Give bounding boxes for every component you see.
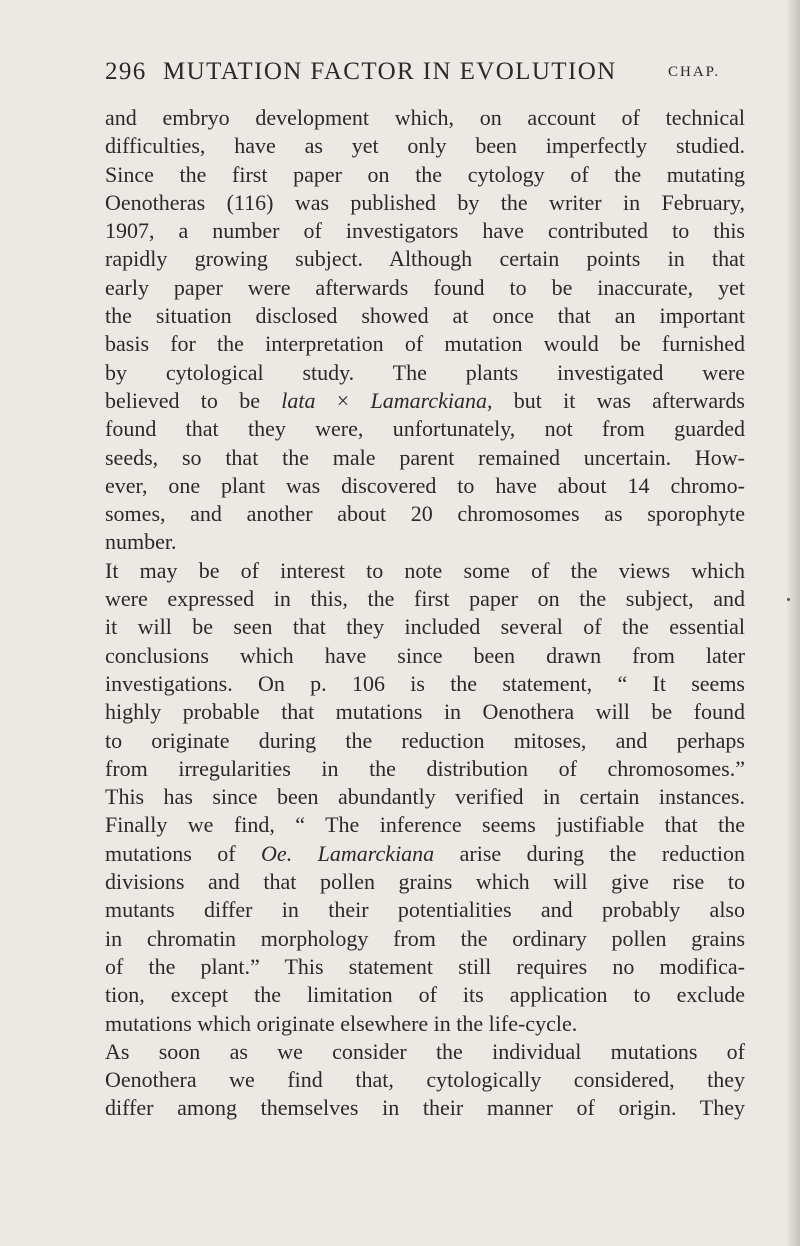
text-line: believed to be lata × Lamarckiana, but it was afterwards <box>105 387 745 413</box>
text-line: Oenotheras (116) was published by the writer in February, <box>105 189 745 215</box>
page-edge-shadow <box>786 0 800 1246</box>
text-line: from irregularities in the distribution of chromosomes.” <box>105 755 745 781</box>
text-line: investigations. On p. 106 is the statement, “ It seems <box>105 670 745 696</box>
text-line: it will be seen that they included several of the essential <box>105 614 745 640</box>
text-line: in chromatin morphology from the ordinary pollen grains <box>105 925 745 951</box>
text-line: 1907, a number of investigators have contributed to this <box>105 218 745 244</box>
running-head <box>105 58 745 104</box>
text-line: were expressed in this, the first paper on the subject, and <box>105 586 745 612</box>
running-title: MUTATION FACTOR IN EVOLUTION <box>163 58 617 85</box>
text-line: Finally we find, “ The inference seems justifiable that the <box>105 812 745 838</box>
text-line: rapidly growing subject. Although certain points in that <box>105 246 745 272</box>
text-line: This has since been abundantly verified in certain instances. <box>105 784 745 810</box>
text-line: early paper were afterwards found to be inaccurate, yet <box>105 274 745 300</box>
text-line: As soon as we consider the individual mutations of <box>105 1038 745 1064</box>
text-line: divisions and that pollen grains which will give rise to <box>105 869 745 895</box>
text-line: tion, except the limitation of its application to exclude <box>105 982 745 1008</box>
text-line: differ among themselves in their manner of origin. They <box>105 1095 745 1121</box>
text-line: number. <box>105 529 177 555</box>
page-number: 296 <box>105 58 147 85</box>
text-line: by cytological study. The plants investigated were <box>105 359 745 385</box>
text-line: of the plant.” This statement still requires no modifica- <box>105 953 745 979</box>
text-line: mutants differ in their potentialities and probably also <box>105 897 745 923</box>
chapter-abbrev: CHAP. <box>668 64 721 80</box>
text-line: mutations of Oe. Lamarckiana arise during the reduction <box>105 840 745 866</box>
text-line: Since the first paper on the cytology of the mutating <box>105 161 745 187</box>
text-line: to originate during the reduction mitoses, and perhaps <box>105 727 745 753</box>
body-text <box>105 104 745 1123</box>
paper-speck <box>787 598 790 601</box>
text-line: difficulties, have as yet only been imperfectly studied. <box>105 133 745 159</box>
text-line: basis for the interpretation of mutation would be furnished <box>105 331 745 357</box>
text-line: the situation disclosed showed at once that an important <box>105 303 745 329</box>
text-line: Oenothera we find that, cytologically considered, they <box>105 1067 745 1093</box>
text-line: seeds, so that the male parent remained uncertain. How- <box>105 444 745 470</box>
text-line: It may be of interest to note some of the views which <box>105 557 745 583</box>
text-line: found that they were, unfortunately, not from guarded <box>105 416 745 442</box>
book-page <box>105 58 745 1123</box>
text-line: highly probable that mutations in Oenothera will be found <box>105 699 745 725</box>
text-line: ever, one plant was discovered to have about 14 chromo- <box>105 472 745 498</box>
text-line: mutations which originate elsewhere in the life-cycle. <box>105 1010 578 1036</box>
text-line: and embryo development which, on account of technical <box>105 105 745 130</box>
text-line: conclusions which have since been drawn from later <box>105 642 745 668</box>
text-line: somes, and another about 20 chromosomes as sporophyte <box>105 501 745 527</box>
